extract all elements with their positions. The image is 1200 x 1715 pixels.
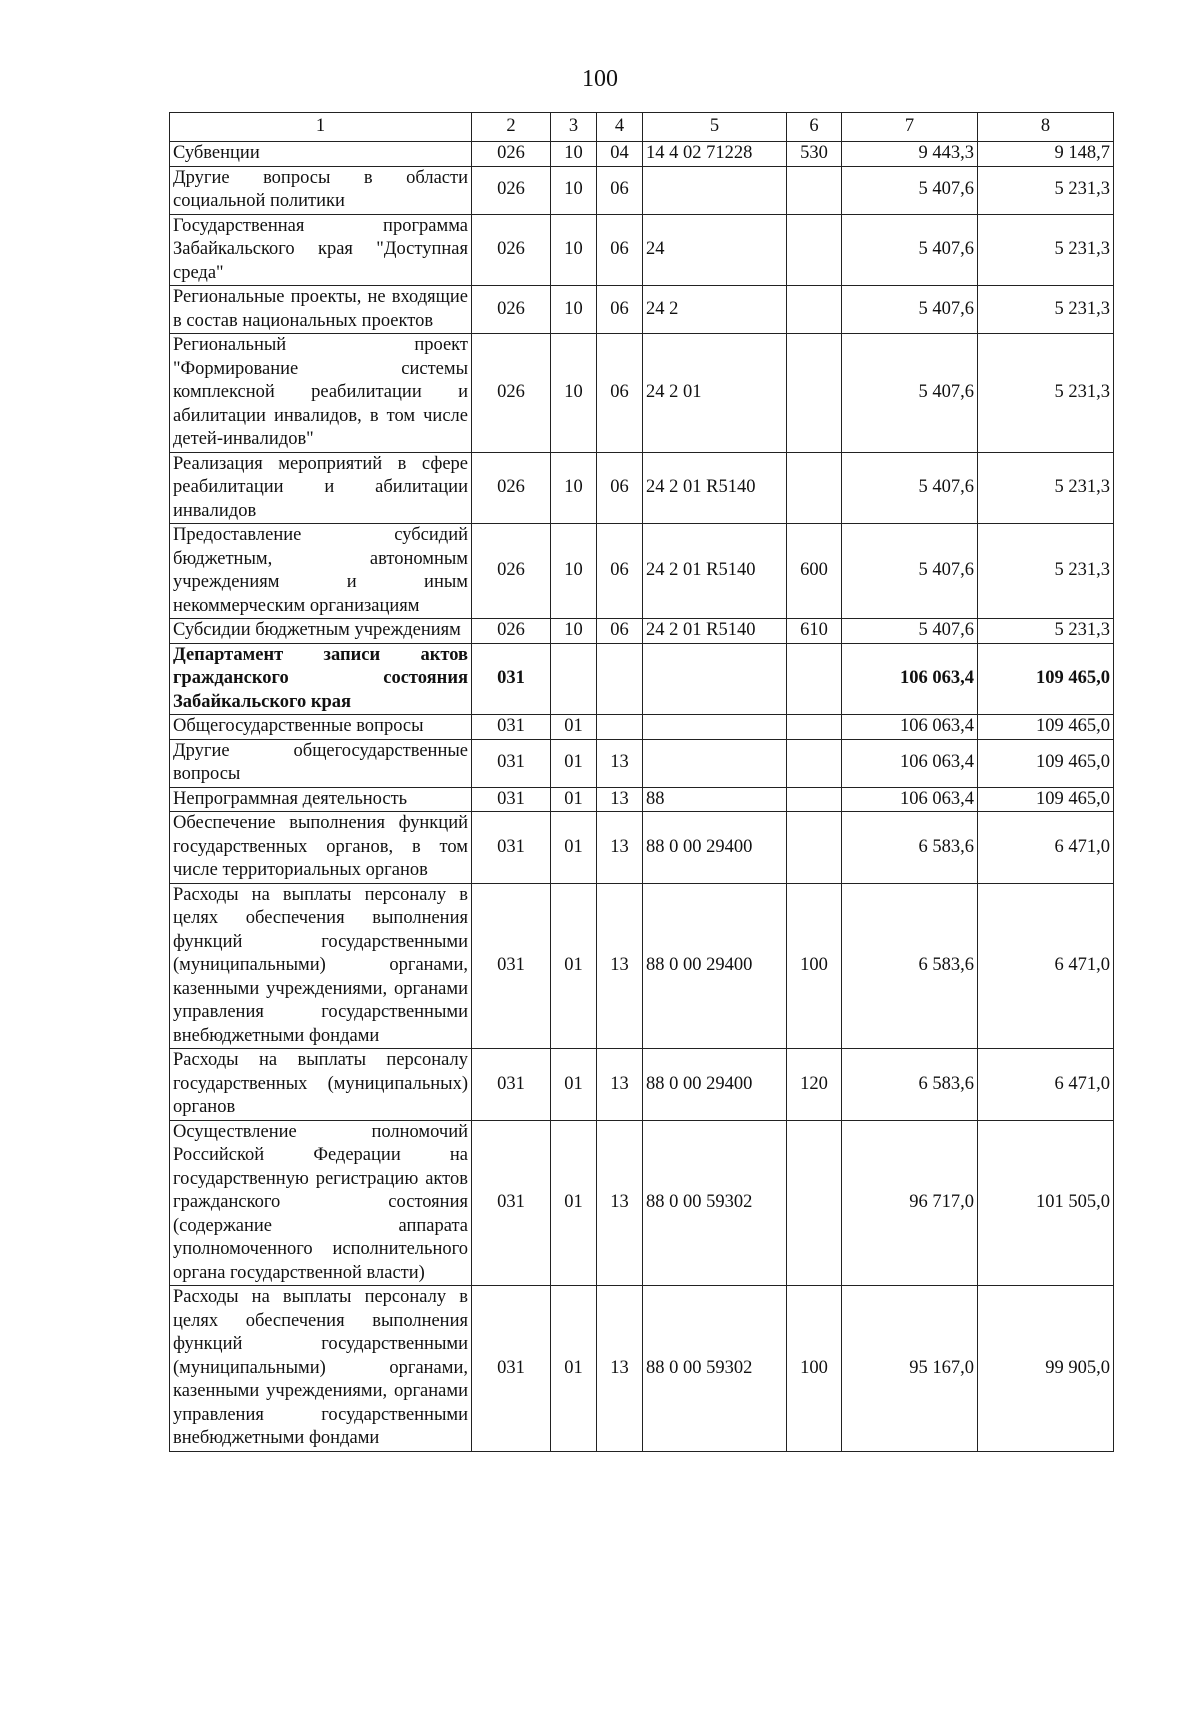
cell-subsection: 06 [597, 334, 643, 453]
column-header: 5 [643, 113, 787, 142]
cell-name: Расходы на выплаты персоналу в целях обеспечения выполнения функций государственными (муниципальными) органами, казенными учреждениями, органами управления государственными внебюджетными фондами [170, 1286, 472, 1452]
cell-section: 10 [551, 334, 597, 453]
cell-section: 10 [551, 214, 597, 286]
cell-amount-year-1: 95 167,0 [842, 1286, 978, 1452]
cell-expense-type [787, 812, 842, 884]
cell-section: 01 [551, 787, 597, 812]
cell-target-article: 88 0 00 59302 [643, 1120, 787, 1286]
cell-amount-year-2: 5 231,3 [978, 286, 1114, 334]
cell-subsection: 13 [597, 812, 643, 884]
cell-amount-year-1: 5 407,6 [842, 286, 978, 334]
cell-grbs-code: 031 [472, 715, 551, 740]
cell-expense-type [787, 214, 842, 286]
cell-amount-year-1: 106 063,4 [842, 715, 978, 740]
cell-subsection: 06 [597, 166, 643, 214]
cell-amount-year-1: 5 407,6 [842, 214, 978, 286]
cell-expense-type: 610 [787, 619, 842, 644]
cell-grbs-code: 026 [472, 214, 551, 286]
table-row [170, 1120, 1114, 1286]
cell-subsection: 13 [597, 883, 643, 1049]
cell-grbs-code: 031 [472, 739, 551, 787]
cell-target-article [643, 739, 787, 787]
cell-section: 10 [551, 619, 597, 644]
cell-target-article [643, 715, 787, 740]
cell-name: Расходы на выплаты персоналу государственных (муниципальных) органов [170, 1049, 472, 1121]
cell-amount-year-1: 5 407,6 [842, 166, 978, 214]
cell-grbs-code: 031 [472, 883, 551, 1049]
cell-expense-type [787, 715, 842, 740]
table-row [170, 1049, 1114, 1121]
cell-subsection [597, 643, 643, 715]
cell-amount-year-2: 101 505,0 [978, 1120, 1114, 1286]
cell-target-article: 14 4 02 71228 [643, 142, 787, 167]
cell-grbs-code: 031 [472, 1120, 551, 1286]
cell-grbs-code: 026 [472, 334, 551, 453]
cell-section: 01 [551, 739, 597, 787]
cell-name: Субвенции [170, 142, 472, 167]
cell-name: Региональные проекты, не входящие в состав национальных проектов [170, 286, 472, 334]
cell-subsection: 13 [597, 1049, 643, 1121]
cell-amount-year-1: 9 443,3 [842, 142, 978, 167]
cell-amount-year-2: 5 231,3 [978, 334, 1114, 453]
cell-subsection: 06 [597, 452, 643, 524]
cell-amount-year-1: 106 063,4 [842, 739, 978, 787]
cell-amount-year-1: 5 407,6 [842, 452, 978, 524]
table-row [170, 812, 1114, 884]
cell-section: 01 [551, 812, 597, 884]
cell-amount-year-1: 6 583,6 [842, 1049, 978, 1121]
cell-target-article [643, 643, 787, 715]
cell-grbs-code: 026 [472, 166, 551, 214]
cell-amount-year-1: 6 583,6 [842, 883, 978, 1049]
cell-name: Расходы на выплаты персоналу в целях обеспечения выполнения функций государственными (муниципальными) органами, казенными учреждениями, органами управления государственными внебюджетными фондами [170, 883, 472, 1049]
cell-amount-year-2: 5 231,3 [978, 619, 1114, 644]
column-header: 4 [597, 113, 643, 142]
table-row [170, 334, 1114, 453]
cell-amount-year-2: 109 465,0 [978, 715, 1114, 740]
page-number: 100 [582, 66, 618, 92]
cell-amount-year-1: 5 407,6 [842, 619, 978, 644]
table-body [170, 142, 1114, 1452]
cell-name: Департамент записи актов гражданского состояния Забайкальского края [170, 643, 472, 715]
cell-name: Предоставление субсидий бюджетным, автономным учреждениям и иным некоммерческим организациям [170, 524, 472, 619]
table-row [170, 166, 1114, 214]
cell-target-article: 88 0 00 29400 [643, 1049, 787, 1121]
cell-name: Общегосударственные вопросы [170, 715, 472, 740]
table-row [170, 142, 1114, 167]
column-header: 6 [787, 113, 842, 142]
cell-expense-type [787, 334, 842, 453]
cell-grbs-code: 026 [472, 619, 551, 644]
cell-amount-year-2: 109 465,0 [978, 643, 1114, 715]
cell-expense-type: 530 [787, 142, 842, 167]
cell-expense-type [787, 739, 842, 787]
cell-amount-year-1: 6 583,6 [842, 812, 978, 884]
table-row [170, 452, 1114, 524]
cell-section: 10 [551, 286, 597, 334]
table-row [170, 214, 1114, 286]
cell-subsection: 13 [597, 739, 643, 787]
cell-amount-year-2: 5 231,3 [978, 214, 1114, 286]
cell-amount-year-2: 5 231,3 [978, 452, 1114, 524]
cell-grbs-code: 026 [472, 452, 551, 524]
cell-expense-type [787, 452, 842, 524]
cell-section [551, 643, 597, 715]
cell-name: Другие вопросы в области социальной политики [170, 166, 472, 214]
cell-expense-type: 100 [787, 883, 842, 1049]
cell-grbs-code: 026 [472, 286, 551, 334]
cell-target-article: 24 2 01 R5140 [643, 452, 787, 524]
table-row [170, 643, 1114, 715]
cell-amount-year-1: 106 063,4 [842, 643, 978, 715]
cell-expense-type: 100 [787, 1286, 842, 1452]
cell-amount-year-2: 109 465,0 [978, 739, 1114, 787]
cell-amount-year-1: 96 717,0 [842, 1120, 978, 1286]
cell-amount-year-2: 6 471,0 [978, 812, 1114, 884]
cell-expense-type: 120 [787, 1049, 842, 1121]
cell-section: 10 [551, 166, 597, 214]
cell-subsection: 06 [597, 286, 643, 334]
cell-amount-year-2: 99 905,0 [978, 1286, 1114, 1452]
cell-amount-year-2: 9 148,7 [978, 142, 1114, 167]
table-row [170, 619, 1114, 644]
table-row [170, 1286, 1114, 1452]
cell-name: Региональный проект "Формирование системы комплексной реабилитации и абилитации инвалидов, в том числе детей-инвалидов" [170, 334, 472, 453]
cell-expense-type [787, 1120, 842, 1286]
cell-expense-type [787, 787, 842, 812]
cell-grbs-code: 031 [472, 812, 551, 884]
cell-section: 01 [551, 715, 597, 740]
cell-subsection: 06 [597, 619, 643, 644]
cell-target-article: 88 0 00 29400 [643, 883, 787, 1049]
cell-target-article: 24 2 [643, 286, 787, 334]
cell-grbs-code: 031 [472, 1049, 551, 1121]
cell-grbs-code: 026 [472, 142, 551, 167]
cell-amount-year-1: 5 407,6 [842, 334, 978, 453]
cell-expense-type [787, 286, 842, 334]
cell-target-article: 88 0 00 59302 [643, 1286, 787, 1452]
cell-target-article: 24 2 01 R5140 [643, 524, 787, 619]
cell-section: 10 [551, 524, 597, 619]
cell-subsection: 13 [597, 1120, 643, 1286]
table-row [170, 524, 1114, 619]
cell-amount-year-1: 5 407,6 [842, 524, 978, 619]
cell-target-article: 24 [643, 214, 787, 286]
cell-subsection: 06 [597, 214, 643, 286]
cell-expense-type: 600 [787, 524, 842, 619]
cell-subsection: 06 [597, 524, 643, 619]
cell-section: 01 [551, 1049, 597, 1121]
cell-amount-year-2: 6 471,0 [978, 1049, 1114, 1121]
cell-amount-year-1: 106 063,4 [842, 787, 978, 812]
cell-name: Субсидии бюджетным учреждениям [170, 619, 472, 644]
cell-expense-type [787, 643, 842, 715]
column-header: 8 [978, 113, 1114, 142]
cell-amount-year-2: 5 231,3 [978, 524, 1114, 619]
cell-expense-type [787, 166, 842, 214]
cell-section: 10 [551, 452, 597, 524]
cell-name: Государственная программа Забайкальского края "Доступная среда" [170, 214, 472, 286]
cell-subsection [597, 715, 643, 740]
budget-table [169, 112, 1114, 1452]
column-header: 2 [472, 113, 551, 142]
table-row [170, 883, 1114, 1049]
column-header: 7 [842, 113, 978, 142]
cell-target-article [643, 166, 787, 214]
cell-target-article: 24 2 01 R5140 [643, 619, 787, 644]
column-header: 3 [551, 113, 597, 142]
cell-target-article: 88 0 00 29400 [643, 812, 787, 884]
cell-section: 01 [551, 1120, 597, 1286]
cell-name: Реализация мероприятий в сфере реабилитации и абилитации инвалидов [170, 452, 472, 524]
cell-grbs-code: 031 [472, 787, 551, 812]
cell-name: Обеспечение выполнения функций государственных органов, в том числе территориальных органов [170, 812, 472, 884]
cell-target-article: 88 [643, 787, 787, 812]
cell-amount-year-2: 5 231,3 [978, 166, 1114, 214]
cell-grbs-code: 026 [472, 524, 551, 619]
cell-subsection: 13 [597, 1286, 643, 1452]
cell-amount-year-2: 109 465,0 [978, 787, 1114, 812]
cell-name: Осуществление полномочий Российской Федерации на государственную регистрацию актов гражданского состояния (содержание аппарата уполномоченного исполнительного органа государственной власти) [170, 1120, 472, 1286]
cell-grbs-code: 031 [472, 643, 551, 715]
table-header-row [170, 113, 1114, 142]
cell-target-article: 24 2 01 [643, 334, 787, 453]
cell-subsection: 04 [597, 142, 643, 167]
table-row [170, 739, 1114, 787]
column-header: 1 [170, 113, 472, 142]
cell-section: 01 [551, 1286, 597, 1452]
cell-subsection: 13 [597, 787, 643, 812]
cell-amount-year-2: 6 471,0 [978, 883, 1114, 1049]
table-row [170, 715, 1114, 740]
table-row [170, 286, 1114, 334]
cell-section: 10 [551, 142, 597, 167]
cell-name: Другие общегосударственные вопросы [170, 739, 472, 787]
cell-name: Непрограммная деятельность [170, 787, 472, 812]
cell-section: 01 [551, 883, 597, 1049]
cell-grbs-code: 031 [472, 1286, 551, 1452]
table-row [170, 787, 1114, 812]
